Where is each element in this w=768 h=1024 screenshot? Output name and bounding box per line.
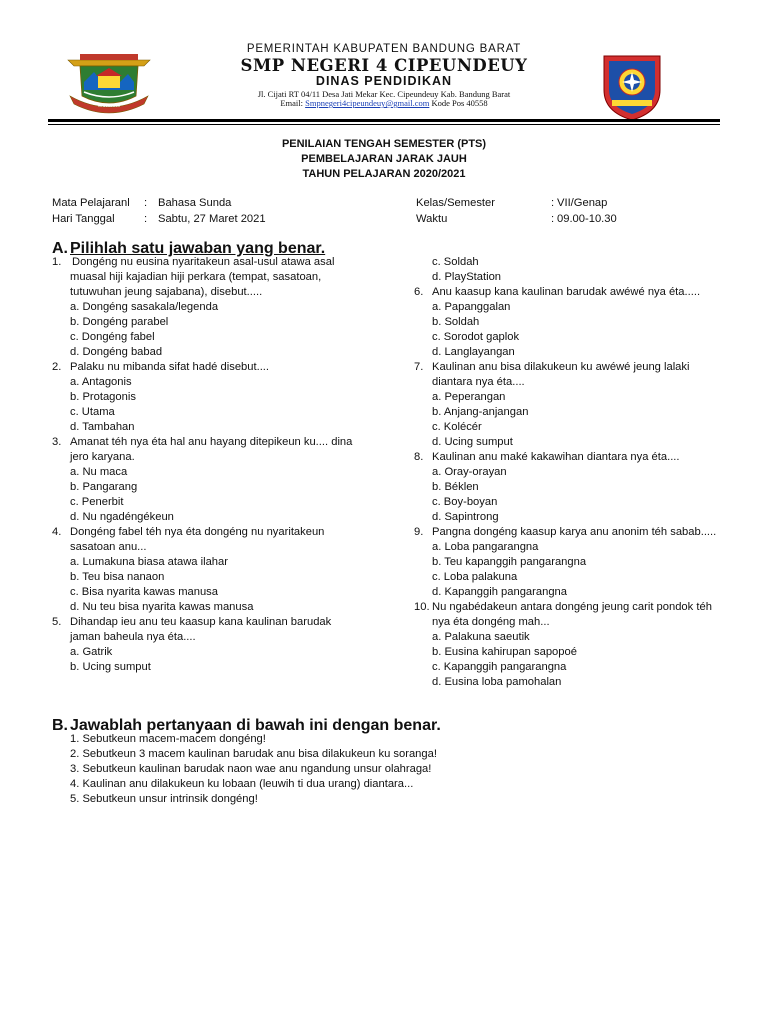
answer-option: a. Gatrik xyxy=(70,646,113,658)
letterhead-rule-thick xyxy=(48,119,720,122)
exam-title-line: TAHUN PELAJARAN 2020/2021 xyxy=(302,168,466,180)
question-text: tutuwuhan jeung sajabana), disebut..... xyxy=(70,286,263,298)
answer-option: d. Sapintrong xyxy=(432,511,499,523)
answer-option: a. Lumakuna biasa atawa ilahar xyxy=(70,556,228,568)
email-label: Email: xyxy=(280,98,303,108)
section-b-letter: B. xyxy=(52,717,68,734)
meta-row-time xyxy=(416,211,617,227)
subject-value: Bahasa Sunda xyxy=(158,197,232,209)
answer-option: a. Papanggalan xyxy=(432,301,511,313)
section-a-letter: A. xyxy=(52,240,68,257)
question-10 xyxy=(414,600,734,615)
answer-option: c. Utama xyxy=(70,406,115,418)
answer-option: c. Penerbit xyxy=(70,496,124,508)
section-a-title: Pilihlah satu jawaban yang benar. xyxy=(70,240,326,257)
answer-option: d. Nu ngadéngékeun xyxy=(70,511,174,523)
question-text: jaman baheula nya éta.... xyxy=(70,631,196,643)
meta-left xyxy=(52,195,266,227)
essay-item: 3. Sebutkeun kaulinan barudak naon wae anu ngandung unsur olahraga! xyxy=(70,763,432,775)
meta-row-date xyxy=(52,211,266,227)
time-value: 09.00-10.30 xyxy=(557,213,617,225)
answer-option: b. Anjang-anjangan xyxy=(432,406,529,418)
question-text: Dongéng fabel téh nya éta dongéng nu nyaritakeun xyxy=(70,526,325,538)
answer-option: d. Nu teu bisa nyarita kawas manusa xyxy=(70,601,254,613)
question-text: Dongéng nu eusina nyaritakeun asal-usul atawa asal xyxy=(72,256,335,268)
meta-colon: : xyxy=(551,197,555,209)
answer-option: c. Bisa nyarita kawas manusa xyxy=(70,586,218,598)
essay-item: 2. Sebutkeun 3 macem kaulinan barudak anu bisa dilakukeun ku soranga! xyxy=(70,748,437,760)
essay-item: 5. Sebutkeun unsur intrinsik dongéng! xyxy=(70,793,258,805)
answer-option: d. Kapanggih pangarangna xyxy=(432,586,567,598)
answer-option: d. Dongéng babad xyxy=(70,346,163,358)
question-number: 3. xyxy=(52,436,62,448)
question-2 xyxy=(52,360,402,375)
meta-colon: : xyxy=(144,197,148,209)
answer-option: d. Langlayangan xyxy=(432,346,515,358)
questions-left-column xyxy=(52,255,402,675)
meta-right xyxy=(416,195,617,227)
svg-text:GAWIRANG: GAWIRANG xyxy=(97,103,121,108)
answer-option: d. PlayStation xyxy=(432,271,502,283)
letterhead-rule-thin xyxy=(48,124,720,125)
section-a-heading xyxy=(52,240,392,255)
question-number: 10. xyxy=(414,601,430,613)
question-text: Kaulinan anu bisa dilakukeun ku awéwé jeung lalaki xyxy=(432,361,690,373)
answer-option: c. Loba palakuna xyxy=(432,571,518,583)
questions-right-column xyxy=(414,255,734,690)
answer-option: c. Dongéng fabel xyxy=(70,331,155,343)
question-1 xyxy=(52,255,402,270)
subject-label: Mata Pelajaranl xyxy=(52,197,130,209)
question-number: 9. xyxy=(414,526,424,538)
exam-title xyxy=(0,137,768,182)
question-text: sasatoan anu... xyxy=(70,541,147,553)
question-text: Dihandap ieu anu teu kaasup kana kaulinan barudak xyxy=(70,616,332,628)
question-number: 6. xyxy=(414,286,424,298)
answer-option: c. Soldah xyxy=(432,256,479,268)
date-value: Sabtu, 27 Maret 2021 xyxy=(158,213,266,225)
answer-option: b. Béklen xyxy=(432,481,479,493)
answer-option: a. Antagonis xyxy=(70,376,132,388)
answer-option: b. Teu bisa nanaon xyxy=(70,571,165,583)
class-label: Kelas/Semester xyxy=(416,197,495,209)
question-number: 4. xyxy=(52,526,62,538)
question-text: Palaku nu mibanda sifat hadé disebut.... xyxy=(70,361,270,373)
question-number: 7. xyxy=(414,361,424,373)
answer-option: c. Kapanggih pangarangna xyxy=(432,661,567,673)
meta-colon: : xyxy=(144,213,148,225)
question-8 xyxy=(414,450,734,465)
answer-option: b. Eusina kahirupan sapopoé xyxy=(432,646,577,658)
school-address: Jl. Cijati RT 04/11 Desa Jati Mekar Kec. Cipeundeuy Kab. Bandung Barat xyxy=(257,89,511,99)
answer-option: b. Ucing sumput xyxy=(70,661,151,673)
government-name: PEMERINTAH KABUPATEN BANDUNG BARAT xyxy=(246,43,522,55)
school-name: SMP NEGERI 4 CIPEUNDEUY xyxy=(240,56,528,75)
question-text: Kaulinan anu maké kakawihan diantara nya éta.... xyxy=(432,451,680,463)
question-9 xyxy=(414,525,734,540)
answer-option: c. Kolécér xyxy=(432,421,482,433)
meta-row-class xyxy=(416,195,617,211)
question-text: Amanat téh nya éta hal anu hayang ditepikeun ku.... dina xyxy=(70,436,353,448)
contact-line xyxy=(0,98,768,108)
question-text: muasal hiji kajadian hiji perkara (tempat, sasatoan, xyxy=(70,271,322,283)
essay-questions xyxy=(70,732,670,807)
answer-option: a. Loba pangarangna xyxy=(432,541,539,553)
question-text: Anu kaasup kana kaulinan barudak awéwé nya éta..... xyxy=(432,286,701,298)
date-label: Hari Tanggal xyxy=(52,213,115,225)
class-value: VII/Genap xyxy=(557,197,608,209)
question-number: 2. xyxy=(52,361,62,373)
postal-code: Kode Pos 40558 xyxy=(431,98,488,108)
question-text: Pangna dongéng kaasup karya anu anonim téh sabab..... xyxy=(432,526,717,538)
letterhead xyxy=(0,0,768,130)
question-number: 1. xyxy=(52,256,62,268)
email-link[interactable]: Smpnegeri4cipeundeuy@gmail.com xyxy=(305,98,430,108)
answer-option: a. Peperangan xyxy=(432,391,506,403)
answer-option: a. Oray-orayan xyxy=(432,466,507,478)
question-text: nya éta dongéng mah... xyxy=(432,616,550,628)
question-text: diantara nya éta.... xyxy=(432,376,525,388)
question-5 xyxy=(52,615,402,630)
department-name: DINAS PENDIDIKAN xyxy=(315,74,453,88)
answer-option: a. Dongéng sasakala/legenda xyxy=(70,301,219,313)
question-number: 8. xyxy=(414,451,424,463)
section-b-heading xyxy=(52,717,441,734)
question-text: Nu ngabédakeun antara dongéng jeung carit pondok téh xyxy=(432,601,712,613)
question-text: jero karyana. xyxy=(70,451,135,463)
answer-option: d. Ucing sumput xyxy=(432,436,513,448)
answer-option: b. Pangarang xyxy=(70,481,138,493)
question-4 xyxy=(52,525,402,540)
answer-option: d. Eusina loba pamohalan xyxy=(432,676,562,688)
essay-item: 1. Sebutkeun macem-macem dongéng! xyxy=(70,733,266,745)
question-number: 5. xyxy=(52,616,62,628)
exam-title-line: PENILAIAN TENGAH SEMESTER (PTS) xyxy=(281,138,487,150)
meta-row-subject xyxy=(52,195,266,211)
time-label: Waktu xyxy=(416,213,448,225)
answer-option: a. Palakuna saeutik xyxy=(432,631,530,643)
answer-option: c. Sorodot gaplok xyxy=(432,331,520,343)
question-3 xyxy=(52,435,402,450)
answer-option: b. Dongéng parabel xyxy=(70,316,169,328)
question-7 xyxy=(414,360,734,375)
answer-option: b. Soldah xyxy=(432,316,480,328)
essay-item: 4. Kaulinan anu dilakukeun ku lobaan (leuwih ti dua urang) diantara... xyxy=(70,778,414,790)
section-b-title: Jawablah pertanyaan di bawah ini dengan benar. xyxy=(70,717,441,734)
meta-colon: : xyxy=(551,213,555,225)
answer-option: c. Boy-boyan xyxy=(432,496,498,508)
answer-option: b. Protagonis xyxy=(70,391,136,403)
exam-title-line: PEMBELAJARAN JARAK JAUH xyxy=(301,153,467,165)
question-6 xyxy=(414,285,734,300)
answer-option: d. Tambahan xyxy=(70,421,135,433)
answer-option: b. Teu kapanggih pangarangna xyxy=(432,556,587,568)
answer-option: a. Nu maca xyxy=(70,466,128,478)
